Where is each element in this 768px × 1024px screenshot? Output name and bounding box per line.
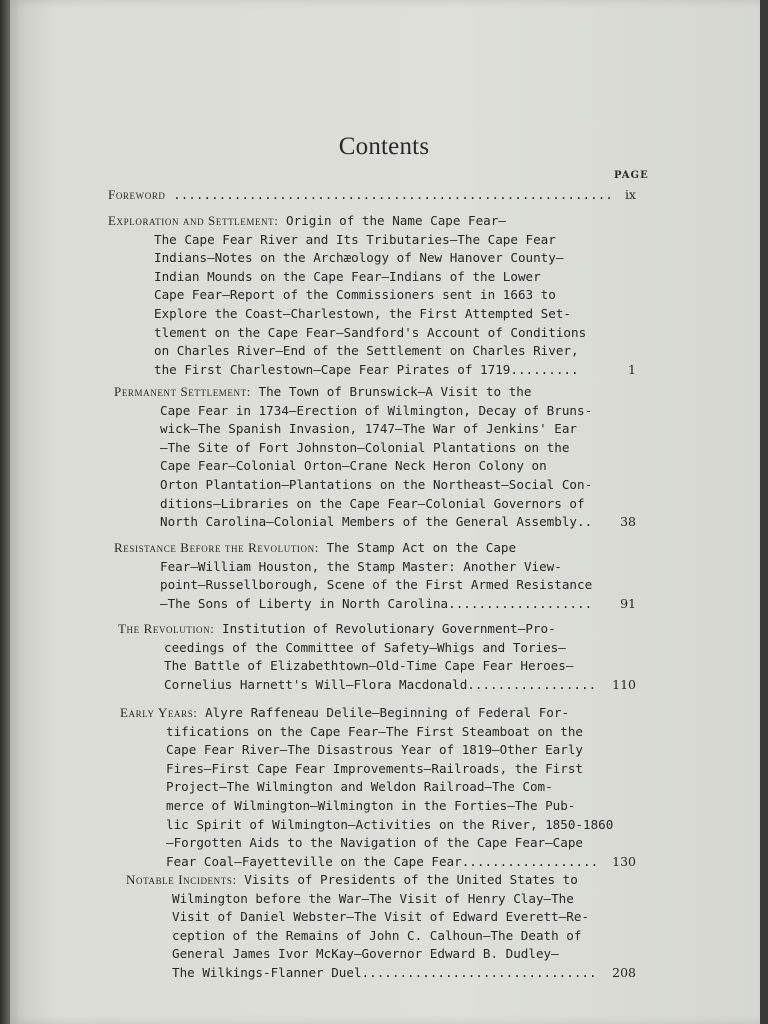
- toc-entry-leader-line: Cornelius Harnett's Will—Flora Macdonald.................: [164, 676, 597, 692]
- toc-section-heading: Notable Incidents:: [126, 872, 237, 887]
- toc-entry-leader-line: the First Charlestown—Cape Fear Pirates of 1719.........: [154, 361, 579, 377]
- toc-page-number: 130: [612, 853, 636, 869]
- toc-entry-line: tlement on the Cape Fear—Sandford's Account of Conditions: [154, 324, 587, 340]
- toc-entry-line: ditions—Libraries on the Cape Fear—Colonial Governors of: [160, 495, 585, 511]
- toc-entry-line: Cape Fear—Colonial Orton—Crane Neck Heron Colony on: [160, 458, 547, 474]
- toc-entry-line: lic Spirit of Wilmington—Activities on the River, 1850-1860: [166, 816, 614, 832]
- toc-page-number: ix: [624, 187, 636, 202]
- toc-entry-first-line: [108, 212, 636, 231]
- toc-entry-leader-line: Fear Coal—Fayetteville on the Cape Fear..................: [166, 853, 599, 869]
- toc-entry-line: Cape Fear in 1734—Erection of Wilmington, Decay of Bruns-: [160, 402, 593, 418]
- toc-entry-line: ceedings of the Committee of Safety—Whigs and Tories—: [164, 639, 566, 655]
- toc-entry-leader-line: The Wilkings-Flanner Duel...............................: [172, 964, 597, 980]
- toc-entry-text: Visits of Presidents of the United States to: [236, 872, 578, 887]
- toc-entry-line: ception of the Remains of John C. Calhoun—The Death of: [172, 927, 582, 943]
- toc-entry-first-line: [108, 186, 636, 205]
- toc-entry-first-line: [114, 383, 636, 402]
- toc-entry-line: Wilmington before the War—The Visit of Henry Clay—The: [172, 890, 574, 906]
- toc-entry-line: Indian Mounds on the Cape Fear—Indians of the Lower: [154, 268, 541, 284]
- toc-page-number: 208: [612, 964, 636, 980]
- toc-entry-line: The Battle of Elizabethtown—Old-Time Cape Fear Heroes—: [164, 658, 574, 674]
- toc-entry-line: merce of Wilmington—Wilmington in the Forties—The Pub-: [166, 797, 576, 813]
- toc-entry: [108, 212, 636, 379]
- toc-entry-first-line: [114, 539, 636, 558]
- toc-entry: [114, 383, 636, 532]
- toc-page-number: 38: [620, 514, 636, 530]
- toc-entry-text: The Stamp Act on the Cape: [318, 540, 517, 555]
- book-spine-shadow: [0, 0, 10, 1024]
- toc-section-heading: Foreword: [108, 187, 166, 202]
- toc-section-heading: Resistance Before the Revolution:: [114, 540, 319, 555]
- page-title: Contents: [338, 133, 430, 160]
- toc-entry-line: The Cape Fear River and Its Tributaries—The Cape Fear: [154, 231, 556, 247]
- toc-entry-line: —Forgotten Aids to the Navigation of the Cape Fear—Cape: [166, 835, 584, 851]
- toc-section-heading: Permanent Settlement:: [114, 384, 251, 399]
- toc-entry-first-line: [118, 620, 636, 639]
- toc-entry-leader-line: ..........................................................: [165, 187, 613, 202]
- toc-entry-text: Origin of the Name Cape Fear—: [278, 213, 506, 228]
- toc-page-number: 91: [620, 595, 636, 611]
- toc-entry: [108, 186, 636, 205]
- toc-section-heading: Exploration and Settlement:: [108, 213, 279, 228]
- toc-entry-text: The Town of Brunswick—A Visit to the: [250, 384, 532, 399]
- toc-entry-line: Fires—First Cape Fear Improvements—Railroads, the First: [166, 760, 584, 776]
- toc-entry-line: on Charles River—End of the Settlement on Charles River,: [154, 343, 579, 359]
- toc-entry-line: Fear—William Houston, the Stamp Master: Another View-: [160, 558, 562, 574]
- book-page: [10, 0, 760, 1024]
- toc-page-number: 1: [628, 361, 636, 377]
- toc-entry: [126, 871, 636, 983]
- toc-entry-text: Alyre Raffeneau Delile—Beginning of Federal For-: [197, 705, 570, 720]
- toc-entry-text: Institution of Revolutionary Government—Pro-: [214, 621, 556, 636]
- toc-entry-line: point—Russellborough, Scene of the First Armed Resistance: [160, 577, 593, 593]
- toc-entry-first-line: [120, 704, 636, 723]
- page-column-heading: PAGE: [614, 170, 649, 181]
- toc-entry-line: tifications on the Cape Fear—The First Steamboat on the: [166, 723, 584, 739]
- toc-entry-line: Explore the Coast—Charlestown, the First Attempted Set-: [154, 305, 572, 321]
- toc-entry-line: Orton Plantation—Plantations on the Northeast—Social Con-: [160, 476, 593, 492]
- toc-entry-line: Project—The Wilmington and Weldon Railroad—The Com-: [166, 779, 553, 795]
- toc-entry-line: Cape Fear River—The Disastrous Year of 1819—Other Early: [166, 742, 584, 758]
- toc-entry: [114, 539, 636, 613]
- toc-entry-first-line: [126, 871, 636, 890]
- toc-entry-leader-line: —The Sons of Liberty in North Carolina...................: [160, 595, 593, 611]
- toc-page-number: 110: [612, 676, 636, 692]
- toc-entry-line: Indians—Notes on the Archæology of New Hanover County—: [154, 250, 564, 266]
- toc-entry: [118, 620, 636, 694]
- toc-entry-line: Cape Fear—Report of the Commissioners sent in 1663 to: [154, 287, 556, 303]
- toc-section-heading: Early Years:: [120, 705, 198, 720]
- toc-entry-line: Visit of Daniel Webster—The Visit of Edward Everett—Re-: [172, 909, 590, 925]
- toc-entry-line: —The Site of Fort Johnston—Colonial Plantations on the: [160, 439, 570, 455]
- toc-entry-line: General James Ivor McKay—Governor Edward B. Dudley—: [172, 946, 559, 962]
- toc-entry-leader-line: North Carolina—Colonial Members of the General Assembly..: [160, 514, 593, 530]
- toc-entry-line: wick—The Spanish Invasion, 1747—The War of Jenkins' Ear: [160, 421, 578, 437]
- toc-section-heading: The Revolution:: [118, 621, 215, 636]
- toc-entry: [120, 704, 636, 871]
